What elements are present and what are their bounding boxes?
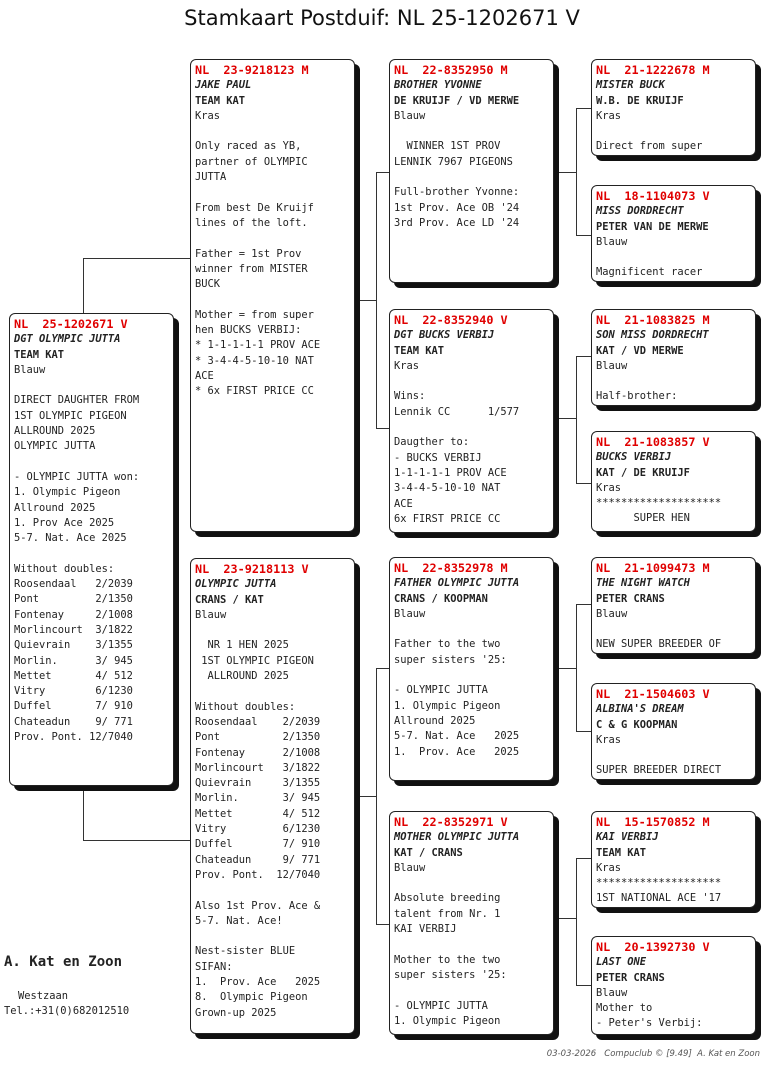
pigeon-name: BROTHER YVONNE [394,79,482,92]
footer: 03-03-2026 Compuclub © [9.49] A. Kat en Zoon [546,1049,760,1059]
breeder-name: KAT / VD MERWE [596,344,684,357]
ring-number: NL 21-1504603 V [596,687,710,701]
pigeon-name: OLYMPIC JUTTA [195,578,277,591]
connector [576,985,592,986]
pigeon-color: Kras [195,109,221,122]
pigeon-color: Blauw [394,607,426,620]
card-text-line: 1. Olympic Pigeon [14,486,121,499]
connector [576,731,592,732]
card-text-line: lines of the loft. [195,216,308,229]
pigeon-card-father[interactable] [190,59,355,532]
owner-phone: Tel.:+31(0)682012510 [4,1005,130,1017]
card-text-line: ******************** [596,497,722,510]
card-text-line: Pont 2/1350 [195,731,321,744]
breeder-name: PETER CRANS [596,592,665,605]
pigeon-name: BUCKS VERBIJ [596,451,672,464]
card-text-line: Mettet 4/ 512 [14,669,133,682]
card-text-line: partner of OLYMPIC [195,155,308,168]
card-text-line: 1ST OLYMPIC PIGEON [195,654,314,667]
connector [576,108,592,109]
card-text-line [394,374,549,389]
pigeon-color: Blauw [596,359,628,372]
connector [576,356,592,357]
card-text-line: ******************** [596,877,722,890]
card-text-line: Mother = from super [195,308,314,321]
card-text-line: Father to the two [394,638,501,651]
card-text-line [394,622,549,637]
connector [376,172,377,428]
card-text-line: Without doubles: [195,700,296,713]
ring-number: NL 22-8352940 V [394,313,508,327]
card-text-line: OLYMPIC JUTTA [14,440,96,453]
pigeon-color: Blauw [596,986,628,999]
card-text-line: - BUCKS VERBIJ [394,451,482,464]
card-text-line: hen BUCKS VERBIJ: [195,324,302,337]
card-text-line: Morlincourt 3/1822 [14,623,133,636]
connector [576,108,577,235]
card-text-line: talent from Nr. 1 [394,907,501,920]
card-text-line [195,883,350,898]
card-text-line: 1. Prov Ace 2025 [14,516,115,529]
card-text-line: Mother to the two [394,953,501,966]
connector [376,172,390,173]
card-text-line: 1ST OLYMPIC PIGEON [14,409,127,422]
card-text-line: Father = 1st Prov [195,247,302,260]
card-text-line: Allround 2025 [14,501,96,514]
card-text-line [195,292,350,307]
pigeon-name: DGT OLYMPIC JUTTA [14,333,121,346]
card-text-line [596,124,751,139]
card-text-line: super sisters '25: [394,968,507,981]
connector [376,428,390,429]
card-text-line [394,668,549,683]
pigeon-name: MISTER BUCK [596,79,665,92]
pigeon-color: Blauw [14,363,46,376]
card-text-line: SUPER BREEDER DIRECT [596,764,722,777]
breeder-name: PETER CRANS [596,971,665,984]
card-text-line: Morlin. 3/ 945 [195,792,321,805]
card-text-line [195,124,350,139]
card-text-line: 1. Prov. Ace 2025 [195,976,321,989]
card-text-line [14,546,169,561]
card-text-line [596,250,751,265]
pigeon-card-subject[interactable] [9,313,174,786]
owner-city: Westzaan [18,990,69,1002]
breeder-name: W.B. DE KRUIJF [596,94,684,107]
card-text-line: NEW SUPER BREEDER OF [596,638,722,651]
card-text-line: Pont 2/1350 [14,593,133,606]
card-text-line: KAI VERBIJ [394,923,457,936]
card-text-line: super sisters '25: [394,653,507,666]
ring-number: NL 21-1099473 M [596,561,710,575]
connector [553,918,576,919]
card-text-line: ALLROUND 2025 [14,425,96,438]
ring-number: NL 23-9218123 M [195,63,309,77]
card-text-line: ACE [394,497,413,510]
pigeon-card-mother-mother[interactable] [389,811,554,1035]
card-text-line: - OLYMPIC JUTTA won: [14,470,140,483]
pigeon-color: Kras [596,861,622,874]
card-text-line: Grown-up 2025 [195,1006,277,1019]
card-text-line: From best De Kruijf [195,201,314,214]
card-text-line: Also 1st Prov. Ace & [195,899,321,912]
card-text-line: 3-4-4-5-10-10 NAT [394,482,501,495]
card-text-line: Quievrain 3/1355 [195,777,321,790]
connector [355,796,376,797]
card-text-line: 5-7. Nat. Ace 2025 [14,532,127,545]
connector [553,172,576,173]
card-text-line: 1-1-1-1-1 PROV ACE [394,466,507,479]
pigeon-card-ffm[interactable] [591,185,756,282]
card-text-line: Chateadun 9/ 771 [14,715,133,728]
card-text-line: Prov. Pont. 12/7040 [14,731,133,744]
pigeon-color: Kras [596,733,622,746]
connector [576,604,577,731]
card-text-line: 1. Prov. Ace 2025 [394,745,520,758]
pigeon-name: MISS DORDRECHT [596,205,684,218]
pigeon-card-mother[interactable] [190,558,355,1034]
card-text-line: * 1-1-1-1-1 PROV ACE [195,339,321,352]
pigeon-color: Kras [394,359,420,372]
connector [83,258,84,314]
card-text-line: Full-brother Yvonne: [394,186,520,199]
breeder-name: PETER VAN DE MERWE [596,220,709,233]
connector [83,785,84,840]
pigeon-color: Blauw [394,861,426,874]
connector [576,483,592,484]
page-title: Stamkaart Postduif: NL 25-1202671 V [184,6,580,30]
card-text-line: 1. Olympic Pigeon [394,1014,501,1027]
pigeon-card-father-mother[interactable] [389,309,554,533]
pigeon-name: MOTHER OLYMPIC JUTTA [394,831,520,844]
card-text-line: Lennik CC 1/577 [394,405,520,418]
card-text-line: 3rd Prov. Ace LD '24 [394,216,520,229]
card-text-line: Half-brother: [596,390,678,403]
pigeon-card-mmm[interactable] [591,936,756,1035]
card-text-line: SUPER HEN [596,512,690,525]
card-text-line [14,455,169,470]
pigeon-name: SON MISS DORDRECHT [596,329,709,342]
card-text-line [596,622,751,637]
card-text-line: Only raced as YB, [195,140,302,153]
pigeon-name: DGT BUCKS VERBIJ [394,329,495,342]
card-text-line: Quievrain 3/1355 [14,639,133,652]
card-text-line: 5-7. Nat. Ace 2025 [394,730,520,743]
ring-number: NL 18-1104073 V [596,189,710,203]
breeder-name: TEAM KAT [394,344,445,357]
card-text-line: Vitry 6/1230 [14,685,133,698]
breeder-name: KAT / CRANS [394,846,463,859]
card-text-line [394,420,549,435]
card-text-line: Chateadun 9/ 771 [195,853,321,866]
card-text-line: Without doubles: [14,562,115,575]
card-text-line [195,684,350,699]
card-text-line: Fontenay 2/1008 [14,608,133,621]
card-text-line: ACE [195,369,214,382]
pigeon-color: Kras [596,481,622,494]
card-text-line: Duffel 7/ 910 [14,700,133,713]
connector [553,668,576,669]
card-text-line [394,983,549,998]
ring-number: NL 23-9218113 V [195,562,309,576]
card-text-line: Morlin. 3/ 945 [14,654,133,667]
connector [355,300,376,301]
card-text-line: Vitry 6/1230 [195,823,321,836]
card-text-line [394,876,549,891]
breeder-name: DE KRUIJF / VD MERWE [394,94,520,107]
pigeon-color: Kras [596,109,622,122]
breeder-name: C & G KOOPMAN [596,718,678,731]
card-text-line: - OLYMPIC JUTTA [394,999,488,1012]
connector [83,258,191,259]
connector [376,924,390,925]
owner-name: A. Kat en Zoon [4,954,123,970]
connector [576,858,592,859]
ring-number: NL 21-1222678 M [596,63,710,77]
connector [376,668,377,924]
card-text-line: Morlincourt 3/1822 [195,761,321,774]
pigeon-card-mfm[interactable] [591,683,756,780]
card-text-line: LENNIK 7967 PIGEONS [394,155,513,168]
connector [576,235,592,236]
ring-number: NL 25-1202671 V [14,317,128,331]
breeder-name: TEAM KAT [596,846,647,859]
card-text-line: Allround 2025 [394,714,476,727]
card-text-line: Wins: [394,390,426,403]
pigeon-name: ALBINA'S DREAM [596,703,684,716]
card-text-line [394,937,549,952]
card-text-line: Roosendaal 2/2039 [14,578,133,591]
card-text-line: Duffel 7/ 910 [195,838,321,851]
card-text-line: SIFAN: [195,960,233,973]
card-text-line: Mother to [596,1002,653,1015]
pigeon-color: Blauw [596,607,628,620]
card-text-line: Daugther to: [394,436,470,449]
card-text-line: 6x FIRST PRICE CC [394,512,501,525]
pigeon-color: Blauw [195,608,227,621]
pigeon-card-fmf[interactable] [591,309,756,406]
card-text-line: Roosendaal 2/2039 [195,715,321,728]
card-text-line: Fontenay 2/1008 [195,746,321,759]
breeder-name: TEAM KAT [195,94,246,107]
card-text-line: NR 1 HEN 2025 [195,639,289,652]
pigeon-name: JAKE PAUL [195,79,252,92]
card-text-line [195,231,350,246]
ring-number: NL 22-8352978 M [394,561,508,575]
card-text-line: Direct from super [596,140,703,153]
pigeon-card-mmf[interactable] [591,811,756,908]
ring-number: NL 15-1570852 M [596,815,710,829]
card-text-line: 1ST NATIONAL ACE '17 [596,892,722,905]
ring-number: NL 21-1083825 M [596,313,710,327]
card-text-line: WINNER 1ST PROV [394,140,501,153]
card-text-line [195,623,350,638]
card-text-line: 5-7. Nat. Ace! [195,914,283,927]
connector [553,418,576,419]
connector [576,858,577,985]
pigeon-card-father-father[interactable] [389,59,554,283]
connector [376,668,390,669]
card-text-line: Prov. Pont. 12/7040 [195,868,321,881]
pigeon-color: Blauw [596,235,628,248]
ring-number: NL 20-1392730 V [596,940,710,954]
card-text-line [596,374,751,389]
pigeon-card-mff[interactable] [591,557,756,654]
card-text-line [394,170,549,185]
pigeon-card-mother-father[interactable] [389,557,554,781]
ring-number: NL 22-8352950 M [394,63,508,77]
pigeon-name: KAI VERBIJ [596,831,659,844]
connector [576,604,592,605]
ring-number: NL 21-1083857 V [596,435,710,449]
pigeon-card-fmm[interactable] [591,431,756,532]
card-text-line [14,378,169,393]
pigeon-color: Blauw [394,109,426,122]
ring-number: NL 22-8352971 V [394,815,508,829]
card-text-line: ALLROUND 2025 [195,670,289,683]
card-text-line: 1. Olympic Pigeon [394,699,501,712]
card-text-line [195,929,350,944]
card-text-line: Magnificent racer [596,266,703,279]
breeder-name: CRANS / KAT [195,593,264,606]
connector [83,840,191,841]
card-text-line: JUTTA [195,171,227,184]
card-text-line: * 3-4-4-5-10-10 NAT [195,354,314,367]
card-text-line: * 6x FIRST PRICE CC [195,385,314,398]
card-text-line: BUCK [195,278,221,291]
card-text-line: - OLYMPIC JUTTA [394,684,488,697]
breeder-name: KAT / DE KRUIJF [596,466,690,479]
card-text-line: Nest-sister BLUE [195,945,296,958]
card-text-line: DIRECT DAUGHTER FROM [14,394,140,407]
card-text-line [195,185,350,200]
card-text-line: winner from MISTER [195,262,308,275]
card-text-line [394,124,549,139]
pigeon-card-fff[interactable] [591,59,756,156]
breeder-name: TEAM KAT [14,348,65,361]
card-text-line: Mettet 4/ 512 [195,807,321,820]
pigeon-name: FATHER OLYMPIC JUTTA [394,577,520,590]
card-text-line: Absolute breeding [394,892,501,905]
card-text-line: - Peter's Verbij: [596,1017,703,1030]
breeder-name: CRANS / KOOPMAN [394,592,488,605]
pigeon-name: THE NIGHT WATCH [596,577,690,590]
pigeon-name: LAST ONE [596,956,647,969]
card-text-line: 8. Olympic Pigeon [195,991,308,1004]
card-text-line [596,748,751,763]
card-text-line: 1st Prov. Ace OB '24 [394,201,520,214]
connector [576,356,577,483]
